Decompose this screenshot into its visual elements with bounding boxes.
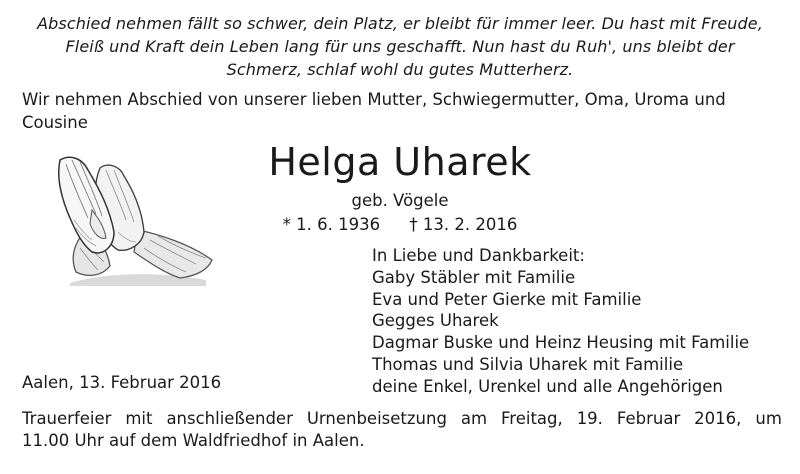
funeral-word: anschließender xyxy=(166,409,293,428)
maiden-name: geb. Vögele xyxy=(351,191,449,210)
mourner-entry: Gaby Stäbler mit Familie xyxy=(372,267,576,287)
death-date: † 13. 2. 2016 xyxy=(409,215,518,234)
funeral-word: um xyxy=(755,409,782,428)
poem-line: Fleiß und Kraft dein Leben lang für uns geschafft. Nun hast du Ruh', uns bleibt der xyxy=(65,37,735,56)
poem-line: Abschied nehmen fällt so schwer, dein Platz, er bleibt für immer leer. Du hast mit Freude, xyxy=(37,14,763,33)
funeral-notice xyxy=(22,408,782,452)
mourner-entry: Eva und Peter Gierke mit Familie xyxy=(372,289,642,309)
funeral-word: mit xyxy=(125,409,153,428)
intro-line: Cousine xyxy=(22,113,88,132)
funeral-word: am xyxy=(460,409,488,428)
funeral-word: 19. xyxy=(576,409,603,428)
life-dates xyxy=(0,214,800,236)
mourners-list xyxy=(372,245,792,398)
mourners-heading: In Liebe und Dankbarkeit: xyxy=(372,246,585,265)
mourner-entry: Dagmar Buske und Heinz Heusing mit Familie xyxy=(372,333,750,353)
funeral-word: Trauerfeier xyxy=(22,409,112,428)
funeral-word: Urnenbeisetzung xyxy=(306,409,447,428)
mourner-entry: Thomas und Silvia Uharek mit Familie xyxy=(372,354,684,374)
birth-date: * 1. 6. 1936 xyxy=(282,215,381,234)
funeral-word: Freitag, xyxy=(501,409,563,428)
mourner-entry: deine Enkel, Urenkel und alle Angehörigen xyxy=(372,376,723,396)
funeral-word: Februar xyxy=(616,409,681,428)
intro-line: Wir nehmen Abschied von unserer lieben Mutter, Schwiegermutter, Oma, Uroma und xyxy=(22,90,726,109)
place-date: Aalen, 13. Februar 2016 xyxy=(22,373,222,392)
mourner-entry: Gegges Uharek xyxy=(372,311,499,331)
poem-verse xyxy=(10,12,790,81)
poem-line: Schmerz, schlaf wohl du gutes Mutterherz. xyxy=(226,60,574,79)
deceased-name: Helga Uharek xyxy=(268,140,532,184)
intro-text xyxy=(22,88,782,134)
funeral-line xyxy=(22,408,782,430)
funeral-line: 11.00 Uhr auf dem Waldfriedhof in Aalen. xyxy=(22,431,365,450)
funeral-word: 2016, xyxy=(694,409,742,428)
